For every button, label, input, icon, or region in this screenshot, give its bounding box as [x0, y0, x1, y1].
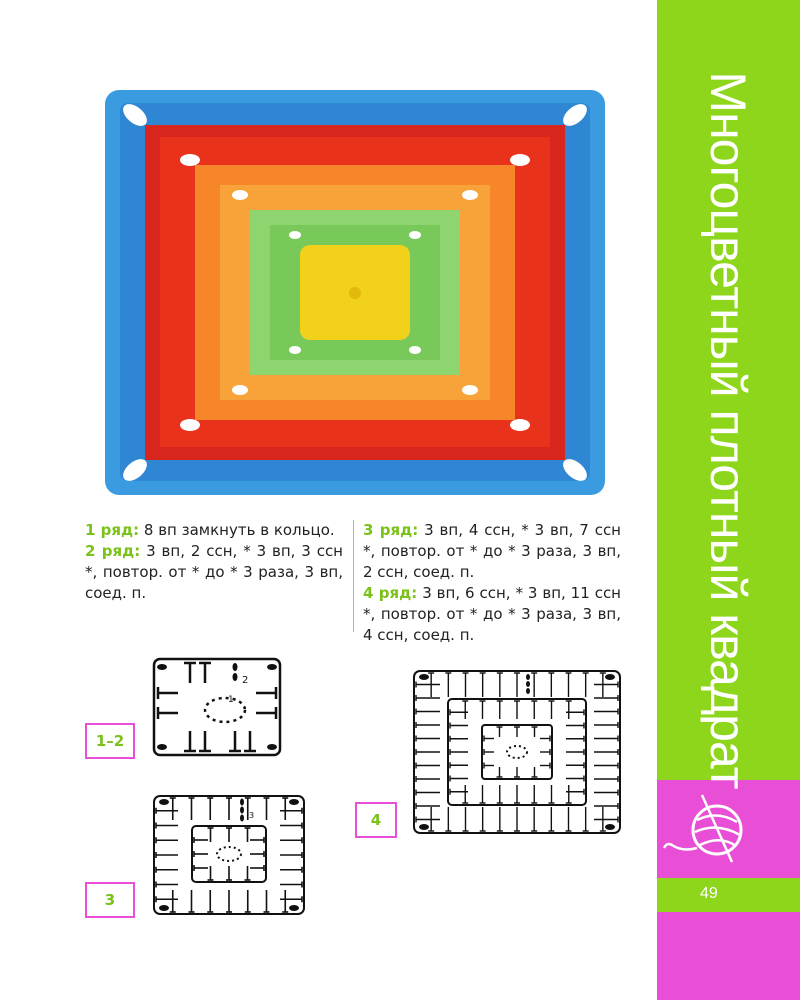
column-divider — [353, 520, 354, 632]
diagram-ring-label: 3 — [249, 811, 255, 820]
diagram-label-1-2: 1–2 — [85, 723, 135, 759]
page-number-band — [657, 878, 800, 912]
row-text: 3 вп, 4 ссн, * 3 вп, 7 ссн *, повтор. от * до * 3 раза, 3 вп, 2 ссн, соед. п. — [363, 521, 621, 581]
instruction-row-4 — [363, 583, 621, 646]
row-label: 4 ряд: — [363, 584, 418, 602]
row-label: 2 ряд: — [85, 542, 141, 560]
row-text: 3 вп, 2 ссн, * 3 вп, 3 ссн *, повтор. от * до * 3 раза, 3 вп, соед. п. — [85, 542, 343, 602]
instruction-row-2 — [85, 541, 343, 604]
row-text: 3 вп, 6 ссн, * 3 вп, 11 ссн *, повтор. от * до * 3 раза, 3 вп, 4 ссн, соед. п. — [363, 584, 621, 644]
yarn-ball-icon — [662, 790, 752, 865]
crochet-diagram-3 — [150, 790, 310, 920]
crochet-diagram-4 — [410, 665, 625, 840]
instruction-row-1 — [85, 520, 343, 541]
page-title — [657, 0, 800, 789]
instructions-left — [85, 520, 343, 604]
row-text: 8 вп замкнуть в кольцо. — [139, 521, 335, 539]
page-number: 49 — [700, 885, 718, 902]
page-title-text: Многоцветный плотный квадрат — [700, 71, 756, 789]
diagram-label-3: 3 — [85, 882, 135, 918]
instruction-row-3 — [363, 520, 621, 583]
crochet-diagram-1-2 — [150, 655, 285, 760]
diagram-ring-label: 2 — [242, 675, 249, 686]
row-label: 3 ряд: — [363, 521, 419, 539]
instructions-right — [363, 520, 621, 646]
diagram-label-4: 4 — [355, 802, 397, 838]
crochet-square-photo — [100, 85, 610, 500]
row-label: 1 ряд: — [85, 521, 140, 539]
diagram-ring-label: 1 — [228, 695, 234, 705]
